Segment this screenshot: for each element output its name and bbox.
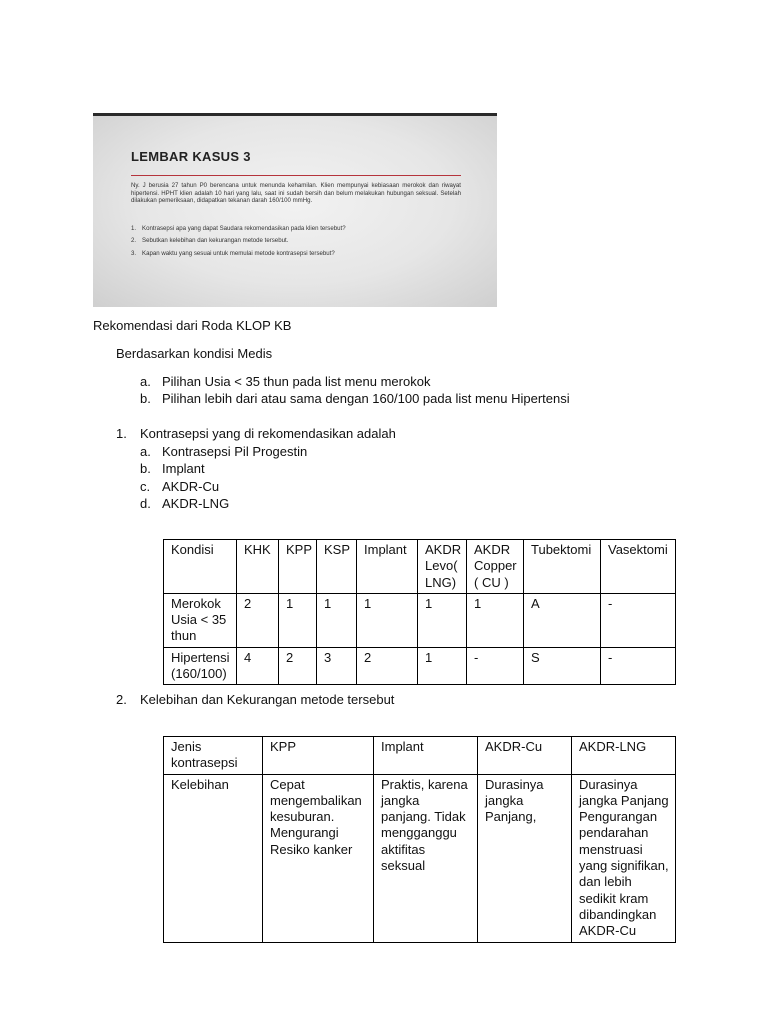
condition-item: Pilihan Usia < 35 thun pada list menu merokok <box>162 374 431 389</box>
slide-question: 2. Sebutkan kelebihan dan kekurangan metode tersebut. <box>131 237 289 245</box>
table-header-row <box>164 737 676 775</box>
table-cell: 1 <box>418 593 467 647</box>
table-cell: A <box>524 593 601 647</box>
table-cell: 1 <box>279 593 317 647</box>
table-cell: - <box>601 647 676 685</box>
list-marker: d. <box>140 496 151 511</box>
table-cell: S <box>524 647 601 685</box>
table-header-cell: KPP <box>279 540 317 594</box>
table-header-cell: KSP <box>317 540 357 594</box>
list-marker: b. <box>140 391 151 406</box>
option-item: AKDR-LNG <box>162 496 230 511</box>
condition-item: Pilihan lebih dari atau sama dengan 160/100 pada list menu Hipertensi <box>162 391 570 406</box>
table-cell: 4 <box>237 647 279 685</box>
list-marker: b. <box>140 461 151 476</box>
slide-question-list <box>131 223 471 260</box>
table-cell: Hipertensi (160/100) <box>164 647 237 685</box>
option-item: Kontrasepsi Pil Progestin <box>162 444 308 459</box>
table-cell: - <box>601 593 676 647</box>
table-cell: Praktis, karena jangka panjang. Tidak mengganggu aktifitas seksual <box>374 774 478 942</box>
method-comparison-table <box>163 736 676 943</box>
table-cell: Merokok Usia < 35 thun <box>164 593 237 647</box>
list-number: 2. <box>116 692 127 707</box>
table-cell: Kelebihan <box>164 774 263 942</box>
table-cell: - <box>467 647 524 685</box>
slide-question: 1. Kontrasepsi apa yang dapat Saudara rekomendasikan pada klien tersebut? <box>131 225 346 232</box>
table-cell: 1 <box>357 593 418 647</box>
table-row <box>164 593 676 647</box>
table-cell: Durasinya jangka Panjang Pengurangan pendarahan menstruasi yang signifikan, dan lebih sedikit kram dibandingkan AKDR-Cu <box>572 774 676 942</box>
table-header-row <box>164 540 676 594</box>
list-marker: c. <box>140 479 151 494</box>
table-cell: 1 <box>418 647 467 685</box>
table-header-cell: AKDR Levo( LNG) <box>418 540 467 594</box>
table-header-cell: KPP <box>263 737 374 775</box>
contraception-eligibility-table <box>163 539 676 685</box>
item-heading: Kontrasepsi yang di rekomendasikan adalah <box>140 426 396 441</box>
table-header-cell: Implant <box>357 540 418 594</box>
table-row <box>164 647 676 685</box>
slide-case-paragraph: Ny. J berusia 27 tahun P0 berencana untuk menunda kehamilan. Klien mempunyai kebiasaan merokok dan riwayat hipertensi. HPHT klien adalah 10 hari yang lalu, saat ini sudah bersih dan belum melakukan hubungan seksual. Setelah dilakukan pemeriksaan, didapatkan tekanan darah 160/100 mmHg. <box>131 182 461 205</box>
table-cell: Durasinya jangka Panjang, <box>478 774 572 942</box>
case-slide-image <box>93 113 497 307</box>
table-header-cell: AKDR Copper ( CU ) <box>467 540 524 594</box>
document-subheading: Berdasarkan kondisi Medis <box>116 346 273 361</box>
table-header-cell: Kondisi <box>164 540 237 594</box>
list-marker: a. <box>140 374 151 389</box>
table-header-cell: Implant <box>374 737 478 775</box>
item-heading: Kelebihan dan Kekurangan metode tersebut <box>140 692 395 707</box>
slide-title: LEMBAR KASUS 3 <box>131 149 251 164</box>
table-cell: 1 <box>467 593 524 647</box>
option-item: AKDR-Cu <box>162 479 220 494</box>
table-cell: 2 <box>357 647 418 685</box>
table-cell: Cepat mengembalikan kesuburan. Mengurangi Resiko kanker <box>263 774 374 942</box>
table-cell: 2 <box>237 593 279 647</box>
table-header-cell: AKDR-LNG <box>572 737 676 775</box>
table-cell: 3 <box>317 647 357 685</box>
table-header-cell: AKDR-Cu <box>478 737 572 775</box>
table-cell: 2 <box>279 647 317 685</box>
table-header-cell: KHK <box>237 540 279 594</box>
table-row <box>164 774 676 942</box>
list-number: 1. <box>116 426 127 441</box>
list-marker: a. <box>140 444 151 459</box>
document-heading: Rekomendasi dari Roda KLOP KB <box>93 318 292 333</box>
slide-divider <box>131 175 461 176</box>
table-header-cell: Tubektomi <box>524 540 601 594</box>
option-item: Implant <box>162 461 205 476</box>
table-cell: 1 <box>317 593 357 647</box>
table-header-cell: Jenis kontrasepsi <box>164 737 263 775</box>
table-header-cell: Vasektomi <box>601 540 676 594</box>
slide-question: 3. Kapan waktu yang sesuai untuk memulai metode kontrasepsi tersebut? <box>131 249 335 257</box>
